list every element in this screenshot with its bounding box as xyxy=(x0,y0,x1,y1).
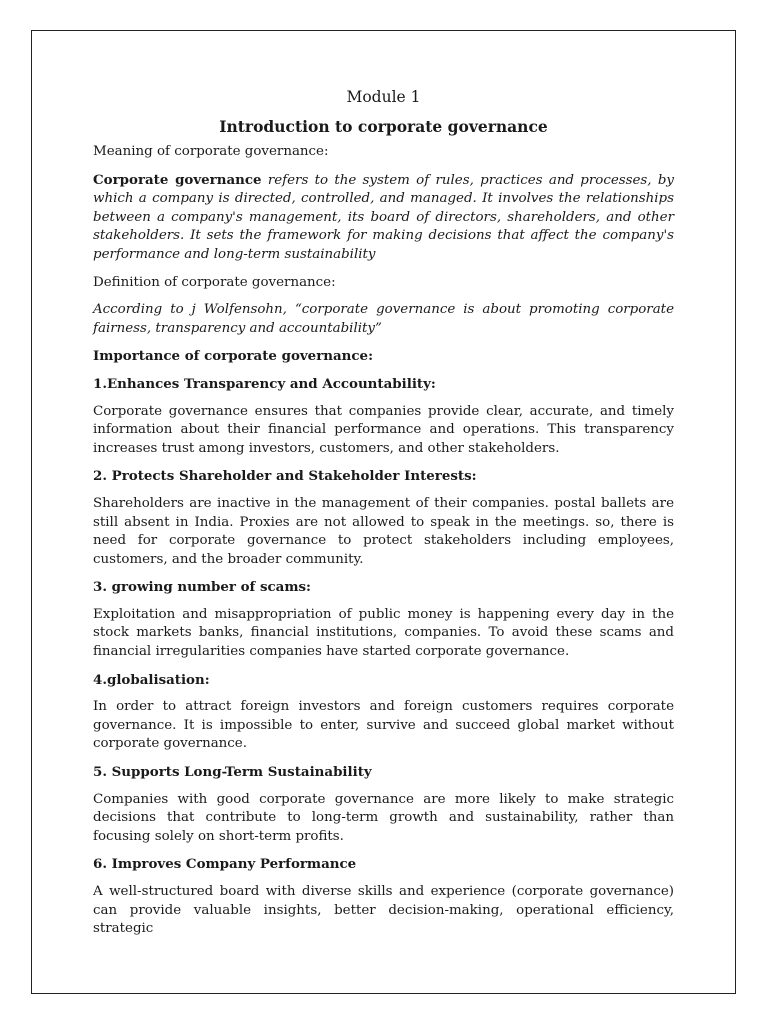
section-heading: 3. growing number of scams: xyxy=(93,579,311,596)
meaning-paragraph xyxy=(93,171,674,265)
section-body: Companies with good corporate governance are more likely to make strategic decisions that contribute to long-term growth and sustainability, rather than focusing solely on short-term profits. xyxy=(93,791,674,844)
section-body: A well-structured board with diverse skills and experience (corporate governance) can provide valuable insights, better decision-making, operational efficiency, strategic xyxy=(93,884,674,937)
section-heading: 5. Supports Long-Term Sustainability xyxy=(93,764,372,781)
module-label: Module 1 xyxy=(346,88,421,106)
section-body: Shareholders are inactive in the management of their companies. postal ballets are still absent in India. Proxies are not allowed to speak in the meetings. so, there is need for corporate governance to protect stakeholders including employees, customers, and the broader community. xyxy=(93,495,674,567)
importance-heading: Importance of corporate governance: xyxy=(93,348,374,365)
section-heading: 4.globalisation: xyxy=(93,671,210,688)
meaning-text: refers to the system of rules, practices and processes, by which a company is directed, controlled, and managed. It involves the relationships between a company's management, its board of directors, shareholders, and other stakeholders. It sets the framework for making decisions that affect the company's performance and long-term sustainability xyxy=(93,172,674,262)
section-body: In order to attract foreign investors and foreign customers requires corporate governance. It is impossible to enter, survive and succeed global market without corporate governance. xyxy=(93,699,674,752)
section-heading: 2. Protects Shareholder and Stakeholder Interests: xyxy=(93,468,477,485)
definition-quote: According to j Wolfensohn, “corporate governance is about promoting corporate fairness, transparency and accountability” xyxy=(93,302,674,336)
definition-label: Definition of corporate governance: xyxy=(93,274,336,290)
section-body: Corporate governance ensures that companies provide clear, accurate, and timely information about their financial performance and operations. This transparency increases trust among investors, customers, and other stakeholders. xyxy=(93,403,674,456)
section-body: Exploitation and misappropriation of public money is happening every day in the stock markets banks, financial institutions, companies. To avoid these scams and financial irregularities companies have started corporate governance. xyxy=(93,606,674,660)
section-heading: 1.Enhances Transparency and Accountability: xyxy=(93,375,436,392)
section-heading: 6. Improves Company Performance xyxy=(93,856,357,873)
meaning-term: Corporate governance xyxy=(93,171,262,188)
document-body xyxy=(93,86,674,948)
meaning-label: Meaning of corporate governance: xyxy=(93,144,329,159)
page-title: Introduction to corporate governance xyxy=(219,117,548,136)
